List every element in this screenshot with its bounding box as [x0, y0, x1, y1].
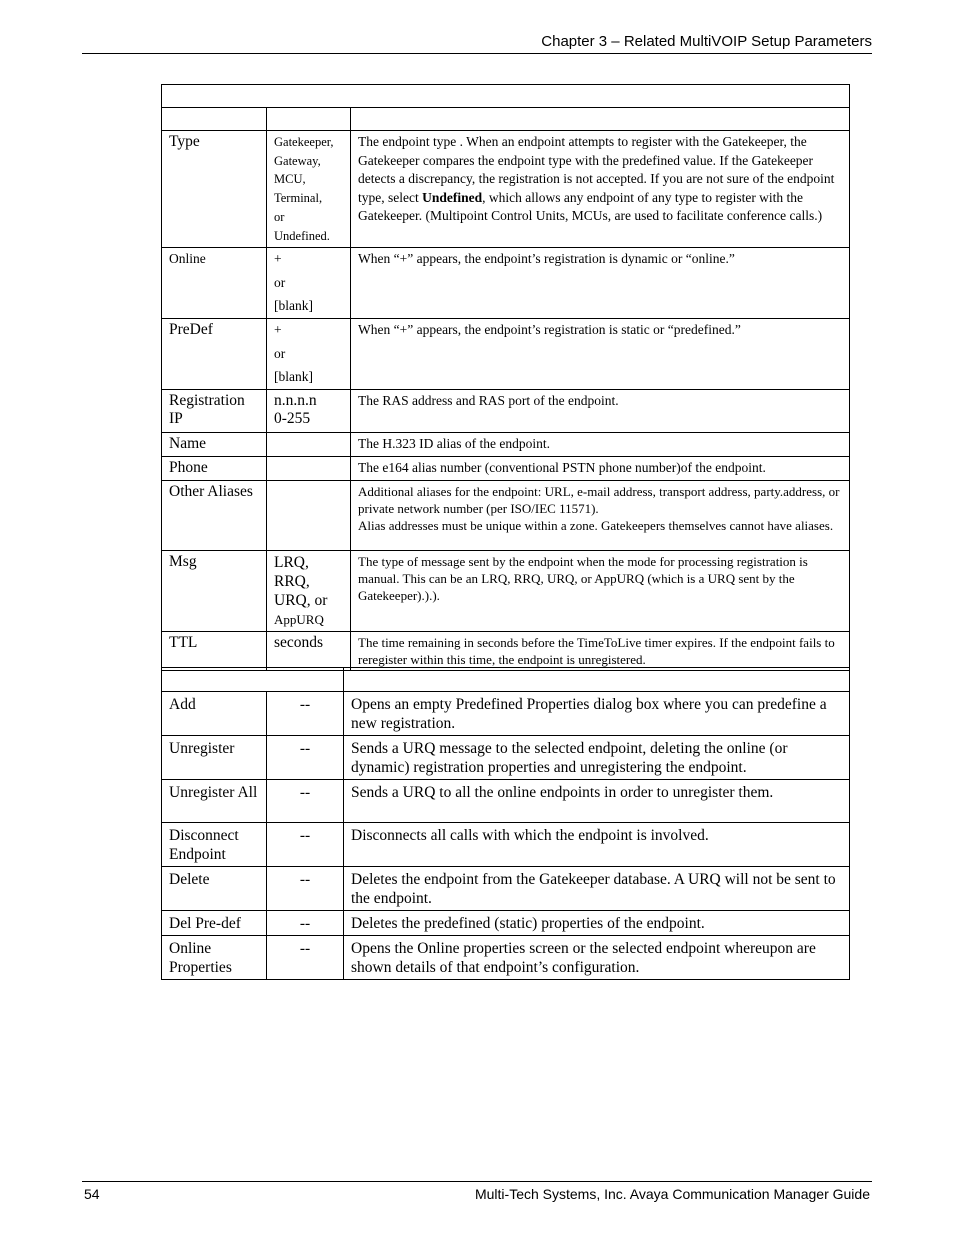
button-description: Sends a URQ message to the selected endpoint, deleting the online (or dynamic) registration properties and unregistering the endpoint. — [344, 736, 850, 780]
header-cell-values — [267, 108, 351, 131]
button-values: -- — [267, 936, 344, 980]
table-header-row — [162, 108, 850, 131]
button-name: Disconnect Endpoint — [162, 823, 267, 867]
buttons-table — [161, 667, 850, 980]
field-name: Phone — [162, 457, 267, 481]
field-description: The RAS address and RAS port of the endpoint. — [351, 390, 850, 433]
description-text: Additional aliases for the endpoint: URL, e-mail address, transport address, party.address, or private network number (per ISO/IEC 11571). — [358, 484, 840, 517]
table-row — [162, 911, 850, 936]
field-name: Other Aliases — [162, 481, 267, 551]
table-row — [162, 632, 850, 671]
value-line: RRQ, — [274, 573, 310, 591]
field-description — [351, 131, 850, 248]
description-text: The endpoint type . When an endpoint attempts to register with the Gatekeeper, the Gatekeeper compares the endpoint type with the predefined value. If the Gatekeeper detects a discrepancy, the registration is not accepted. If you are not sure of the endpoint type, select — [358, 134, 835, 205]
table-row — [162, 131, 850, 248]
table-row — [162, 457, 850, 481]
table-title-row — [162, 85, 850, 108]
field-description: When “+” appears, the endpoint’s registration is static or “predefined.” — [351, 319, 850, 390]
field-name: TTL — [162, 632, 267, 671]
button-name: Del Pre-def — [162, 911, 267, 936]
field-name: Registration IP — [162, 390, 267, 433]
page-number: 54 — [84, 1186, 100, 1202]
header-cell-button — [162, 668, 344, 692]
value-line: + — [274, 251, 282, 267]
value-line: URQ, or — [274, 592, 328, 610]
header-cell-field — [162, 108, 267, 131]
value-line: Terminal, — [274, 191, 323, 206]
table-row — [162, 867, 850, 911]
button-description: Deletes the predefined (static) properties of the endpoint. — [344, 911, 850, 936]
value-line: MCU, — [274, 172, 306, 187]
table-row — [162, 319, 850, 390]
value-line: or — [274, 345, 286, 361]
button-description: Opens the Online properties screen or the selected endpoint whereupon are shown details of that endpoint’s configuration. — [344, 936, 850, 980]
field-name: PreDef — [162, 319, 267, 390]
button-description: Opens an empty Predefined Properties dialog box where you can predefine a new registration. — [344, 692, 850, 736]
field-values: seconds — [267, 632, 351, 671]
field-values — [267, 433, 351, 457]
value-line: Gatekeeper, — [274, 135, 334, 149]
value-line: Undefined. — [274, 228, 330, 243]
page-header — [82, 33, 872, 54]
table-row — [162, 780, 850, 823]
table-row — [162, 936, 850, 980]
header-cell-description — [351, 108, 850, 131]
fields-table — [161, 84, 850, 671]
field-description: The time remaining in seconds before the TimeToLive timer expires. If the endpoint fails to reregister within this time, the endpoint is unregistered. — [351, 632, 850, 671]
value-line: n.n.n.n — [274, 392, 317, 410]
value-line: 0-255 — [274, 410, 311, 428]
header-cell-description — [344, 668, 850, 692]
table-row — [162, 481, 850, 551]
table-row — [162, 248, 850, 319]
description-text: Alias addresses must be unique within a zone. Gatekeepers themselves cannot have aliases. — [358, 518, 834, 534]
field-values — [267, 390, 351, 433]
table-row — [162, 692, 850, 736]
value-line: [blank] — [274, 369, 313, 385]
table-row — [162, 390, 850, 433]
table-row — [162, 736, 850, 780]
field-name: Type — [162, 131, 267, 248]
field-name: Online — [162, 248, 267, 319]
value-line: or — [274, 274, 286, 290]
field-name: Msg — [162, 551, 267, 632]
button-name: Add — [162, 692, 267, 736]
field-description: The e164 alias number (conventional PSTN phone number)of the endpoint. — [351, 457, 850, 481]
field-values — [267, 551, 351, 632]
description-bold: Undefined — [422, 189, 483, 205]
table-row — [162, 433, 850, 457]
document-title: Multi-Tech Systems, Inc. Avaya Communication Manager Guide — [474, 1186, 870, 1202]
value-line: [blank] — [274, 298, 313, 314]
field-description — [351, 481, 850, 551]
value-line: AppURQ — [274, 612, 324, 628]
field-values — [267, 131, 351, 248]
button-description: Sends a URQ to all the online endpoints in order to unregister them. — [344, 780, 850, 823]
button-values: -- — [267, 867, 344, 911]
button-name: Delete — [162, 867, 267, 911]
button-values: -- — [267, 692, 344, 736]
value-line: + — [274, 322, 282, 338]
value-line: Gateway, — [274, 153, 321, 168]
button-description: Deletes the endpoint from the Gatekeeper database. A URQ will not be sent to the endpoint. — [344, 867, 850, 911]
button-name: Online Properties — [162, 936, 267, 980]
value-line: or — [274, 209, 285, 224]
table-header-row — [162, 668, 850, 692]
button-values: -- — [267, 823, 344, 867]
table-title-cell — [162, 85, 850, 108]
button-description: Disconnects all calls with which the endpoint is involved. — [344, 823, 850, 867]
field-name: Name — [162, 433, 267, 457]
button-values: -- — [267, 911, 344, 936]
table-row — [162, 823, 850, 867]
page-footer — [82, 1181, 872, 1204]
value-line: LRQ, — [274, 554, 309, 572]
button-name: Unregister — [162, 736, 267, 780]
chapter-title: Chapter 3 – Related MultiVOIP Setup Parameters — [541, 33, 872, 50]
description-text: , which allows any endpoint of any type to register with the Gatekeeper. (Multipoint Control Units, MCUs, are used to facilitate conference calls.) — [358, 189, 823, 224]
table-row — [162, 551, 850, 632]
field-values — [267, 248, 351, 319]
field-values — [267, 457, 351, 481]
field-description: The H.323 ID alias of the endpoint. — [351, 433, 850, 457]
button-values: -- — [267, 780, 344, 823]
field-description: The type of message sent by the endpoint when the mode for processing registration is manual. This can be an LRQ, RRQ, URQ, or AppURQ (which is a URQ sent by the Gatekeeper).).). — [351, 551, 850, 632]
field-values — [267, 481, 351, 551]
button-values: -- — [267, 736, 344, 780]
field-values — [267, 319, 351, 390]
field-description: When “+” appears, the endpoint’s registration is dynamic or “online.” — [351, 248, 850, 319]
button-name: Unregister All — [162, 780, 267, 823]
